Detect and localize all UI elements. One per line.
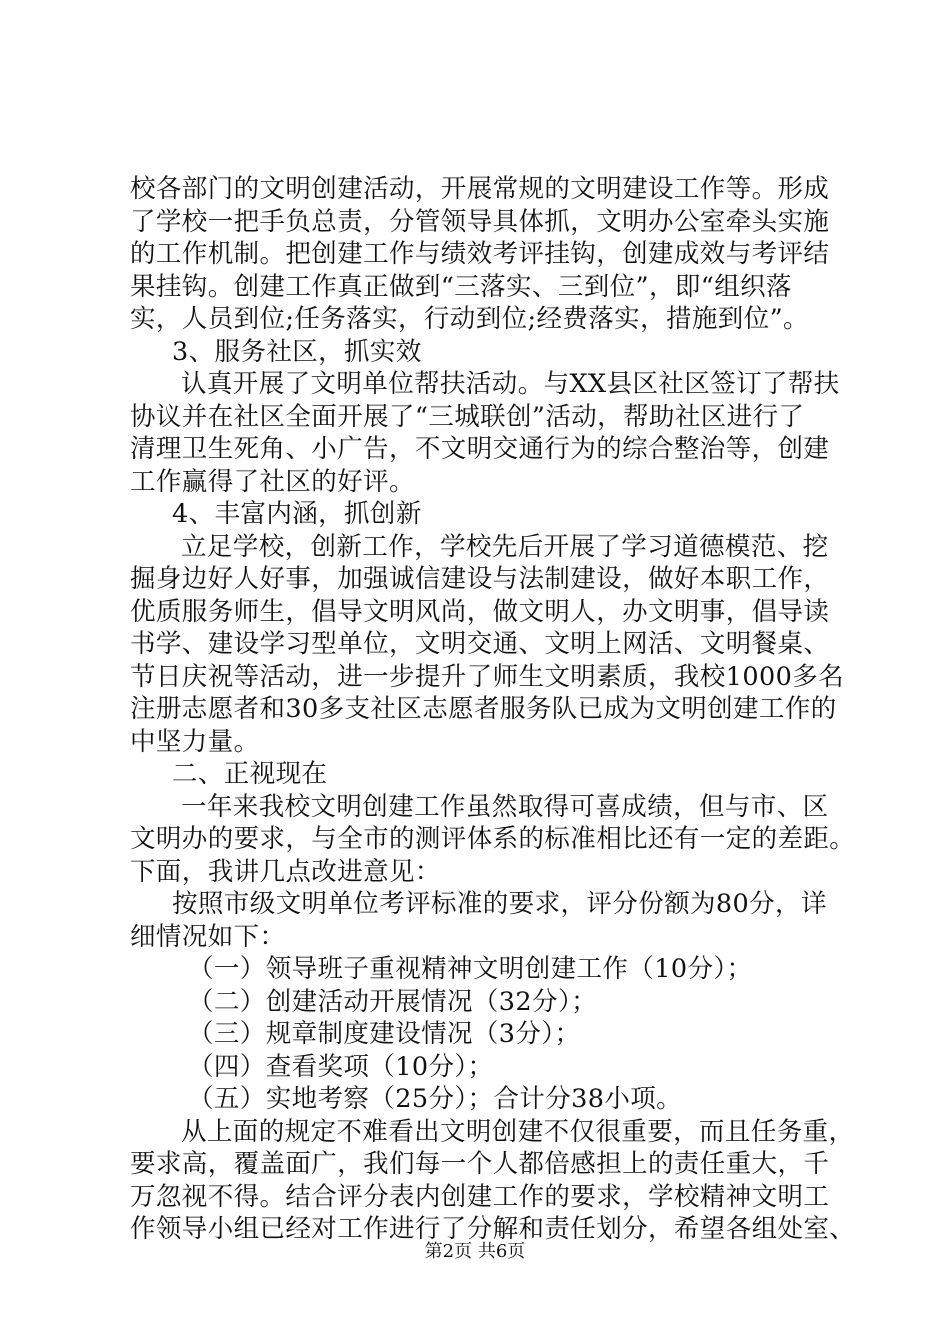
text-line: 协议并在社区全面开展了“三城联创”活动，帮助社区进行了 [130,401,805,432]
text-line: 清理卫生死角、小广告，不文明交通行为的综合整治等，创建 [130,434,830,464]
text-line: 3、服务社区，抓实效 [172,336,422,367]
text-line: 注册志愿者和30多支社区志愿者服务队已成为文明创建工作的 [130,694,837,724]
text-line: 作领导小组已经对工作进行了分解和责任划分，希望各组处室、 [130,1214,856,1244]
text-line: 校各部门的文明创建活动，开展常规的文明建设工作等。形成 [130,174,830,204]
text-line: 中坚力量。 [130,726,260,757]
text-line: 二、正视现在 [172,759,328,789]
text-line: （四）查看奖项（10分）； [188,1051,494,1082]
text-line: 工作赢得了社区的好评。 [130,466,415,497]
text-line: （三）规章制度建设情况（3分）； [188,1019,581,1049]
text-line: 的工作机制。把创建工作与绩效考评挂钩，创建成效与考评结 [130,239,830,269]
text-line: 节日庆祝等活动，进一步提升了师生文明素质，我校1000多名 [130,661,844,692]
text-line: 实，人员到位;任务落实，行动到位;经费落实，措施到位”。 [130,304,809,334]
text-line: 书学、建设学习型单位，文明交通、文明上网活、文明餐桌、 [130,629,830,659]
text-line: 细情况如下： [130,921,286,952]
text-line: 掘身边好人好事，加强诚信建设与法制建设，做好本职工作， [130,564,830,594]
text-line: 果挂钩。创建工作真正做到“三落实、三到位”，即“组织落 [130,271,792,302]
text-line: 万忽视不得。结合评分表内创建工作的要求，学校精神文明工 [130,1181,830,1212]
text-line: 认真开展了文明单位帮扶活动。与XX县区社区签订了帮扶 [181,369,840,399]
page-footer: 第2页 共6页 [424,1241,526,1262]
text-line: 一年来我校文明创建工作虽然取得可喜成绩，但与市、区 [181,791,829,822]
text-line: 从上面的规定不难看出文明创建不仅很重要，而且任务重， [181,1116,855,1147]
text-line: 按照市级文明单位考评标准的要求，评分份额为80分，详 [172,889,827,919]
text-line: （一）领导班子重视精神文明创建工作（10分）； [188,954,753,984]
text-line: 立足学校，创新工作，学校先后开展了学习道德模范、挖 [181,531,829,562]
text-line: 优质服务师生，倡导文明风尚，做文明人，办文明事，倡导读 [130,596,830,627]
text-line: 下面，我讲几点改进意见： [130,856,441,887]
text-line: 要求高，覆盖面广，我们每一个人都倍感担上的责任重大，千 [130,1149,830,1179]
text-line: （二）创建活动开展情况（32分）； [188,986,597,1017]
text-line: 了学校一把手负总责，分管领导具体抓，文明办公室牵头实施 [130,206,830,237]
text-line: 4、丰富内涵，抓创新 [172,499,422,529]
text-line: （五）实地考察（25分）；合计分38小项。 [188,1084,683,1114]
text-line: 文明办的要求，与全市的测评体系的标准相比还有一定的差距。 [130,824,856,854]
document-body [130,173,856,1246]
